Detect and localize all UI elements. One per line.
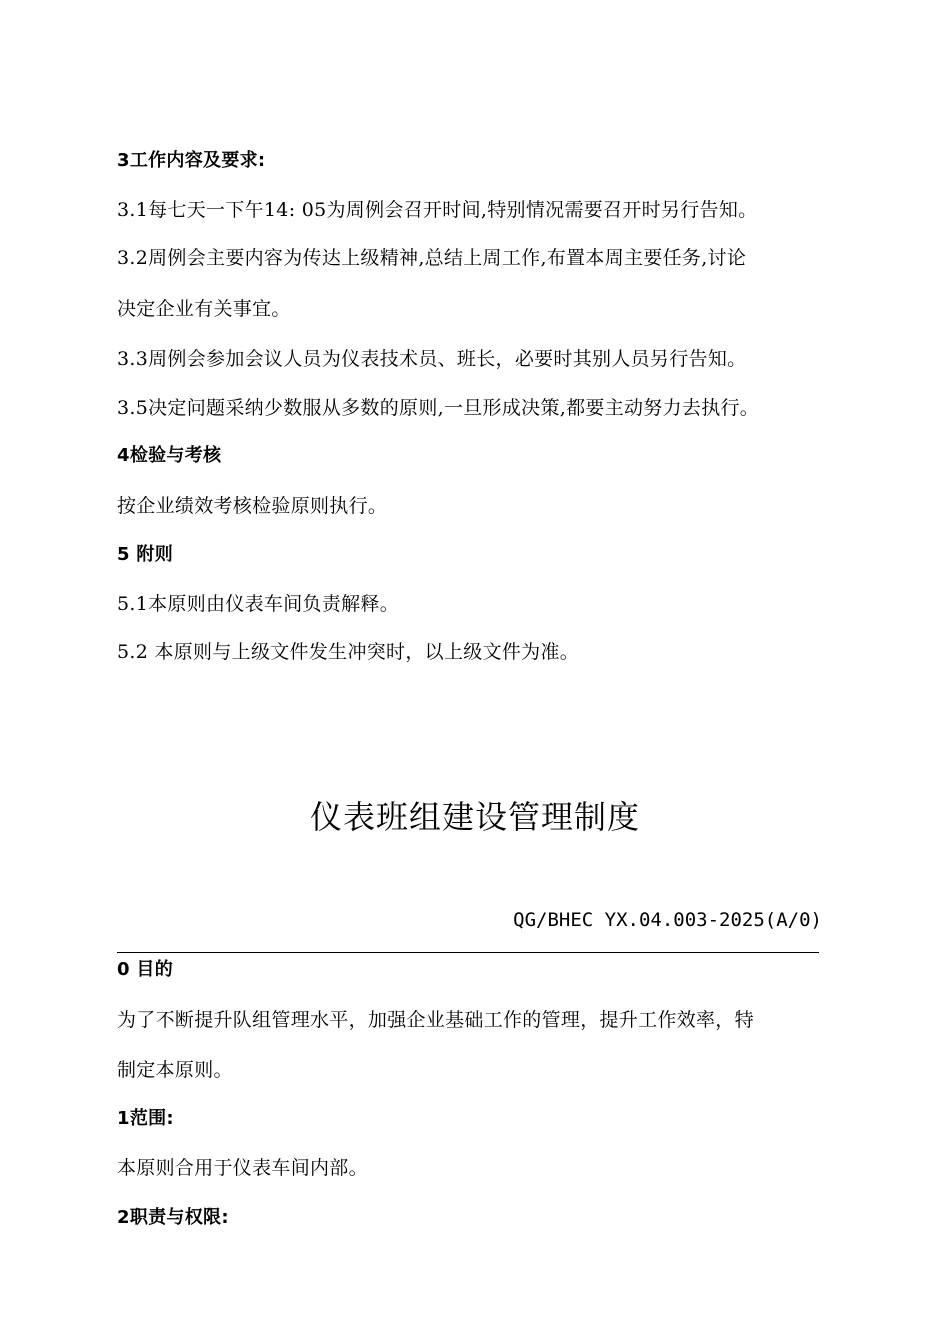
section-1-heading: 1范围: — [117, 1108, 174, 1129]
section-4-heading: 4检验与考核 — [117, 445, 222, 466]
clause-3-3: 3.3周例会参加会议人员为仪表技术员、班长，必要时其别人员另行告知。 — [117, 348, 747, 370]
clause-5-1: 5.1本原则由仪表车间负责解释。 — [117, 593, 400, 615]
header-divider — [117, 952, 819, 953]
clause-3-5: 3.5决定问题采纳少数服从多数的原则,一旦形成决策,都要主动努力去执行。 — [117, 397, 760, 419]
clause-5-2: 5.2 本原则与上级文件发生冲突时，以上级文件为准。 — [117, 641, 580, 663]
section-0-text-line1: 为了不断提升队组管理水平，加强企业基础工作的管理，提升工作效率，特 — [117, 1009, 754, 1031]
clause-3-2-line1: 3.2周例会主要内容为传达上级精神,总结上周工作,布置本周主要任务,讨论 — [117, 247, 747, 269]
section-0-text-line2: 制定本原则。 — [117, 1059, 233, 1081]
section-0-heading: 0 目的 — [117, 959, 173, 980]
section-3-heading: 3工作内容及要求: — [117, 150, 266, 171]
clause-3-1: 3.1每七天一下午14: 05为周例会召开时间,特别情况需要召开时另行告知。 — [117, 199, 758, 221]
clause-3-2-line2: 决定企业有关事宜。 — [117, 298, 291, 320]
document-title: 仪表班组建设管理制度 — [309, 798, 640, 836]
section-5-heading: 5 附则 — [117, 544, 173, 565]
section-2-heading: 2职责与权限: — [117, 1207, 229, 1228]
section-1-text: 本原则合用于仪表车间内部。 — [117, 1157, 368, 1179]
document-code: QG/BHEC YX.04.003-2025(A/0) — [513, 909, 822, 931]
section-4-text: 按企业绩效考核检验原则执行。 — [117, 495, 388, 517]
